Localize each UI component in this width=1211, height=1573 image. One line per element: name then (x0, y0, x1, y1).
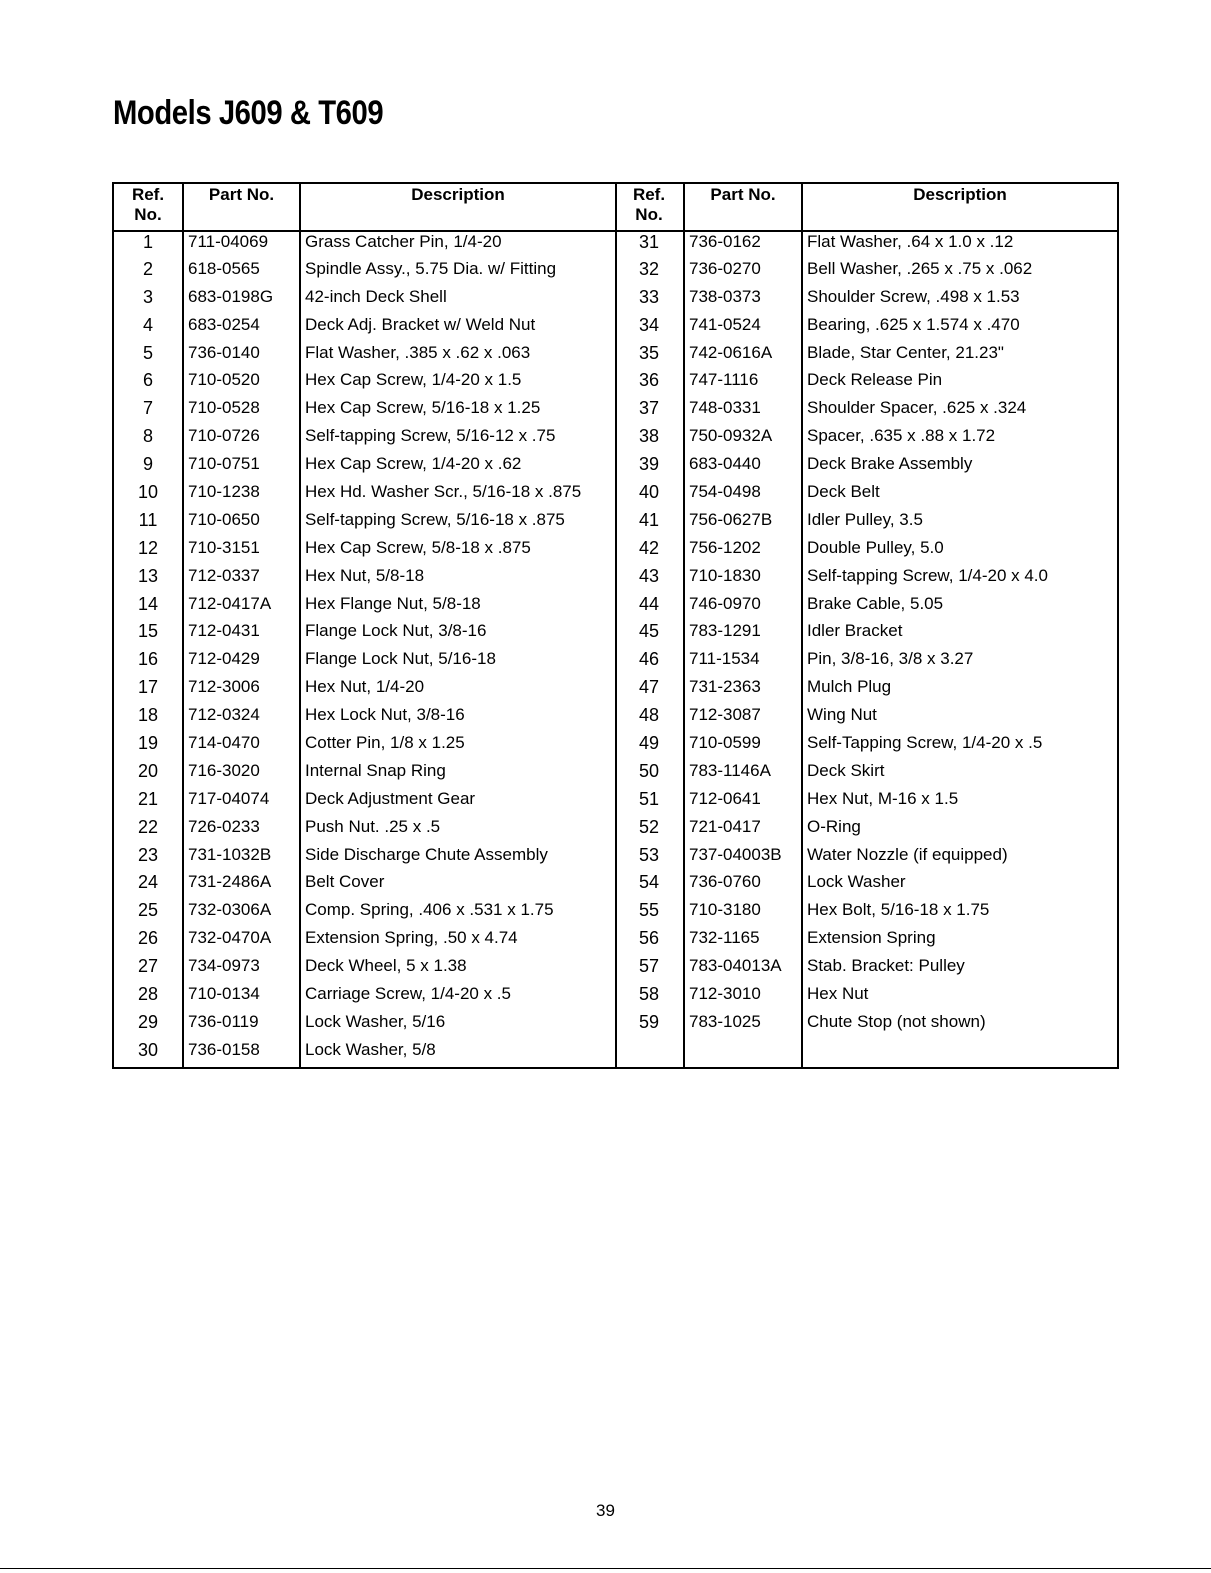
description-cell: Deck Skirt (802, 761, 1118, 789)
part-no-cell: 731-2363 (684, 677, 802, 705)
header-part-no: Part No. (684, 183, 802, 231)
description-cell: Deck Adj. Bracket w/ Weld Nut (300, 315, 616, 343)
part-no-cell: 710-0528 (183, 398, 300, 426)
part-no-cell: 748-0331 (684, 398, 802, 426)
description-cell: Comp. Spring, .406 x .531 x 1.75 (300, 900, 616, 928)
description-cell: Bell Washer, .265 x .75 x .062 (802, 259, 1118, 287)
part-no-cell: 712-3010 (684, 984, 802, 1012)
description-cell: Mulch Plug (802, 677, 1118, 705)
ref-cell: 38 (638, 426, 660, 447)
ref-cell: 43 (638, 565, 660, 586)
ref-cell: 55 (638, 900, 660, 921)
table-row (113, 287, 616, 315)
part-no-cell: 734-0973 (183, 956, 300, 984)
description-cell: Pin, 3/8-16, 3/8 x 3.27 (802, 649, 1118, 677)
parts-table-right-body (615, 231, 1118, 1068)
ref-cell: 57 (638, 956, 660, 977)
ref-cell: 58 (638, 984, 660, 1005)
description-cell: Extension Spring, .50 x 4.74 (300, 928, 616, 956)
table-row (113, 928, 616, 956)
part-no-cell: 711-1534 (684, 649, 802, 677)
header-ref (615, 183, 684, 231)
description-cell: Grass Catcher Pin, 1/4-20 (300, 231, 616, 259)
part-no-cell: 783-1146A (684, 761, 802, 789)
table-row (615, 649, 1118, 677)
header-ref (113, 183, 183, 231)
description-cell: Hex Nut, M-16 x 1.5 (802, 789, 1118, 817)
page-title: Models J609 & T609 (113, 94, 384, 132)
part-no-cell: 756-1202 (684, 538, 802, 566)
ref-cell: 32 (638, 258, 660, 279)
part-no-cell: 736-0158 (183, 1040, 300, 1068)
table-row (615, 370, 1118, 398)
description-cell: Belt Cover (300, 872, 616, 900)
table-row (113, 594, 616, 622)
part-no-cell (684, 1040, 802, 1068)
description-cell: Lock Washer (802, 872, 1118, 900)
part-no-cell: 712-0324 (183, 705, 300, 733)
ref-cell: 7 (142, 398, 153, 419)
ref-cell: 44 (638, 593, 660, 614)
table-row (113, 677, 616, 705)
ref-cell: 17 (137, 677, 159, 698)
ref-cell: 11 (138, 509, 158, 530)
description-cell: Lock Washer, 5/8 (300, 1040, 616, 1068)
table-row (113, 761, 616, 789)
description-cell: Extension Spring (802, 928, 1118, 956)
table-row (615, 1012, 1118, 1040)
ref-cell: 52 (638, 816, 660, 837)
table-row (113, 789, 616, 817)
table-row (113, 845, 616, 873)
part-no-cell: 736-0270 (684, 259, 802, 287)
parts-table-left (112, 182, 617, 1069)
table-row (113, 705, 616, 733)
part-no-cell: 710-0726 (183, 426, 300, 454)
part-no-cell: 712-3087 (684, 705, 802, 733)
table-row (615, 900, 1118, 928)
part-no-cell: 783-1025 (684, 1012, 802, 1040)
table-row (615, 566, 1118, 594)
description-cell: Hex Cap Screw, 1/4-20 x .62 (300, 454, 616, 482)
part-no-cell: 738-0373 (684, 287, 802, 315)
part-no-cell: 710-0650 (183, 510, 300, 538)
header-description: Description (300, 183, 616, 231)
ref-cell: 9 (142, 454, 153, 475)
description-cell: Hex Flange Nut, 5/8-18 (300, 594, 616, 622)
description-cell: Hex Cap Screw, 5/8-18 x .875 (300, 538, 616, 566)
part-no-cell: 731-2486A (183, 872, 300, 900)
description-cell: Deck Wheel, 5 x 1.38 (300, 956, 616, 984)
table-row (113, 956, 616, 984)
description-cell: Spacer, .635 x .88 x 1.72 (802, 426, 1118, 454)
part-no-cell: 783-1291 (684, 621, 802, 649)
part-no-cell: 742-0616A (684, 343, 802, 371)
ref-cell (615, 1040, 684, 1068)
table-row (113, 315, 616, 343)
description-cell: Flange Lock Nut, 5/16-18 (300, 649, 616, 677)
description-cell (802, 1040, 1118, 1068)
ref-cell: 23 (137, 844, 159, 865)
table-row (615, 984, 1118, 1012)
table-row (615, 733, 1118, 761)
part-no-cell: 732-1165 (684, 928, 802, 956)
description-cell: Hex Lock Nut, 3/8-16 (300, 705, 616, 733)
ref-cell: 41 (638, 509, 660, 530)
ref-cell: 24 (137, 872, 159, 893)
table-row (113, 1012, 616, 1040)
description-cell: O-Ring (802, 817, 1118, 845)
ref-cell: 34 (638, 314, 660, 335)
part-no-cell: 710-1238 (183, 482, 300, 510)
description-cell: Deck Brake Assembly (802, 454, 1118, 482)
table-header-row (113, 183, 616, 231)
part-no-cell: 737-04003B (684, 845, 802, 873)
page-number: 39 (596, 1501, 615, 1520)
part-no-cell: 736-0119 (183, 1012, 300, 1040)
part-no-cell: 710-1830 (684, 566, 802, 594)
description-cell: Flange Lock Nut, 3/8-16 (300, 621, 616, 649)
description-cell: Hex Nut, 5/8-18 (300, 566, 616, 594)
part-no-cell: 683-0440 (684, 454, 802, 482)
description-cell: Deck Belt (802, 482, 1118, 510)
description-cell: Idler Pulley, 3.5 (802, 510, 1118, 538)
description-cell: Wing Nut (802, 705, 1118, 733)
ref-cell: 26 (137, 928, 159, 949)
ref-cell: 21 (137, 788, 159, 809)
table-row (113, 733, 616, 761)
part-no-cell: 710-0751 (183, 454, 300, 482)
bottom-rule (0, 1568, 1211, 1569)
description-cell: Carriage Screw, 1/4-20 x .5 (300, 984, 616, 1012)
part-no-cell: 736-0162 (684, 231, 802, 259)
table-row (615, 845, 1118, 873)
part-no-cell: 710-0599 (684, 733, 802, 761)
table-row (615, 287, 1118, 315)
table-row (615, 259, 1118, 287)
part-no-cell: 732-0306A (183, 900, 300, 928)
table-row (615, 761, 1118, 789)
table-row (113, 1040, 616, 1068)
table-row (615, 621, 1118, 649)
part-no-cell: 712-0337 (183, 566, 300, 594)
part-no-cell: 710-3180 (684, 900, 802, 928)
description-cell: Brake Cable, 5.05 (802, 594, 1118, 622)
table-row (615, 315, 1118, 343)
ref-cell: 31 (638, 232, 660, 252)
description-cell: Idler Bracket (802, 621, 1118, 649)
table-row (615, 677, 1118, 705)
part-no-cell: 712-0429 (183, 649, 300, 677)
part-no-cell: 716-3020 (183, 761, 300, 789)
table-row (113, 510, 616, 538)
ref-cell: 8 (142, 426, 153, 447)
description-cell: Self-Tapping Screw, 1/4-20 x .5 (802, 733, 1118, 761)
table-row (615, 343, 1118, 371)
description-cell: Internal Snap Ring (300, 761, 616, 789)
description-cell: Flat Washer, .64 x 1.0 x .12 (802, 231, 1118, 259)
description-cell: Lock Washer, 5/16 (300, 1012, 616, 1040)
part-no-cell: 711-04069 (183, 231, 300, 259)
ref-cell: 36 (638, 370, 660, 391)
table-row (615, 454, 1118, 482)
header-description: Description (802, 183, 1118, 231)
ref-cell: 15 (137, 621, 159, 642)
part-no-cell: 712-3006 (183, 677, 300, 705)
table-row (615, 789, 1118, 817)
description-cell: Stab. Bracket: Pulley (802, 956, 1118, 984)
ref-cell: 28 (137, 984, 159, 1005)
table-row (113, 343, 616, 371)
table-row (113, 426, 616, 454)
table-row (615, 231, 1118, 259)
part-no-cell: 721-0417 (684, 817, 802, 845)
description-cell: Self-tapping Screw, 5/16-18 x .875 (300, 510, 616, 538)
part-no-cell: 712-0431 (183, 621, 300, 649)
ref-cell: 47 (638, 677, 660, 698)
table-row (615, 538, 1118, 566)
ref-cell: 33 (638, 286, 660, 307)
description-cell: Spindle Assy., 5.75 Dia. w/ Fitting (300, 259, 616, 287)
ref-cell: 42 (638, 537, 660, 558)
description-cell: Shoulder Screw, .498 x 1.53 (802, 287, 1118, 315)
ref-cell: 16 (137, 649, 159, 670)
ref-cell: 51 (638, 788, 660, 809)
ref-cell: 20 (137, 760, 159, 781)
table-row (615, 928, 1118, 956)
ref-cell: 25 (137, 900, 159, 921)
table-row (113, 259, 616, 287)
part-no-cell: 756-0627B (684, 510, 802, 538)
description-cell: Side Discharge Chute Assembly (300, 845, 616, 873)
header-ref-line1: Ref. (131, 185, 165, 204)
ref-cell: 1 (142, 232, 153, 252)
part-no-cell: 710-3151 (183, 538, 300, 566)
table-row (113, 817, 616, 845)
table-row (113, 398, 616, 426)
ref-cell: 6 (142, 370, 153, 391)
ref-cell: 30 (137, 1039, 159, 1060)
table-header-row (615, 183, 1118, 231)
table-row (615, 1040, 1118, 1068)
ref-cell: 35 (638, 342, 660, 363)
description-cell: Deck Release Pin (802, 370, 1118, 398)
ref-cell: 14 (137, 593, 159, 614)
description-cell: Shoulder Spacer, .625 x .324 (802, 398, 1118, 426)
table-row (615, 956, 1118, 984)
part-no-cell: 746-0970 (684, 594, 802, 622)
ref-cell: 59 (638, 1011, 660, 1032)
table-row (113, 482, 616, 510)
part-no-cell: 736-0760 (684, 872, 802, 900)
part-no-cell: 726-0233 (183, 817, 300, 845)
header-part-no: Part No. (183, 183, 300, 231)
description-cell: Self-tapping Screw, 1/4-20 x 4.0 (802, 566, 1118, 594)
ref-cell: 40 (638, 482, 660, 503)
ref-cell: 50 (638, 760, 660, 781)
table-row (113, 370, 616, 398)
description-cell: Hex Nut (802, 984, 1118, 1012)
parts-table-left-body (113, 231, 616, 1068)
description-cell: Bearing, .625 x 1.574 x .470 (802, 315, 1118, 343)
description-cell: Blade, Star Center, 21.23" (802, 343, 1118, 371)
ref-cell: 27 (137, 956, 159, 977)
part-no-cell: 731-1032B (183, 845, 300, 873)
table-row (113, 538, 616, 566)
description-cell: 42-inch Deck Shell (300, 287, 616, 315)
part-no-cell: 683-0254 (183, 315, 300, 343)
ref-cell: 5 (142, 342, 153, 363)
ref-cell: 22 (137, 816, 159, 837)
table-row (615, 482, 1118, 510)
table-row (615, 398, 1118, 426)
ref-cell: 49 (638, 733, 660, 754)
part-no-cell: 683-0198G (183, 287, 300, 315)
description-cell: Push Nut. .25 x .5 (300, 817, 616, 845)
ref-cell: 2 (142, 258, 153, 279)
part-no-cell: 750-0932A (684, 426, 802, 454)
description-cell: Deck Adjustment Gear (300, 789, 616, 817)
ref-cell: 13 (137, 565, 159, 586)
part-no-cell: 754-0498 (684, 482, 802, 510)
ref-cell: 54 (638, 872, 660, 893)
part-no-cell: 732-0470A (183, 928, 300, 956)
part-no-cell: 741-0524 (684, 315, 802, 343)
header-ref-line1: Ref. (632, 185, 666, 204)
part-no-cell: 736-0140 (183, 343, 300, 371)
ref-cell: 4 (142, 314, 153, 335)
part-no-cell: 783-04013A (684, 956, 802, 984)
part-no-cell: 712-0417A (183, 594, 300, 622)
table-row (615, 705, 1118, 733)
ref-cell: 12 (137, 537, 159, 558)
ref-cell: 3 (142, 286, 153, 307)
description-cell: Hex Nut, 1/4-20 (300, 677, 616, 705)
description-cell: Double Pulley, 5.0 (802, 538, 1118, 566)
part-no-cell: 747-1116 (684, 370, 802, 398)
table-row (113, 621, 616, 649)
header-ref-line2: No. (134, 205, 162, 224)
description-cell: Self-tapping Screw, 5/16-12 x .75 (300, 426, 616, 454)
ref-cell: 45 (638, 621, 660, 642)
table-row (113, 566, 616, 594)
description-cell: Chute Stop (not shown) (802, 1012, 1118, 1040)
table-row (615, 510, 1118, 538)
part-no-cell: 714-0470 (183, 733, 300, 761)
table-row (113, 984, 616, 1012)
ref-cell: 37 (638, 398, 660, 419)
parts-table-right (615, 182, 1119, 1069)
description-cell: Cotter Pin, 1/8 x 1.25 (300, 733, 616, 761)
part-no-cell: 710-0520 (183, 370, 300, 398)
ref-cell: 39 (638, 454, 660, 475)
ref-cell: 56 (638, 928, 660, 949)
ref-cell: 53 (638, 844, 660, 865)
ref-cell: 18 (137, 705, 159, 726)
part-no-cell: 712-0641 (684, 789, 802, 817)
part-no-cell: 618-0565 (183, 259, 300, 287)
description-cell: Hex Cap Screw, 1/4-20 x 1.5 (300, 370, 616, 398)
ref-cell: 10 (137, 482, 159, 503)
description-cell: Hex Hd. Washer Scr., 5/16-18 x .875 (300, 482, 616, 510)
table-row (113, 649, 616, 677)
table-row (113, 872, 616, 900)
ref-cell: 46 (638, 649, 660, 670)
table-row (615, 817, 1118, 845)
ref-cell: 29 (137, 1011, 159, 1032)
table-row (113, 231, 616, 259)
part-no-cell: 717-04074 (183, 789, 300, 817)
description-cell: Water Nozzle (if equipped) (802, 845, 1118, 873)
table-row (615, 872, 1118, 900)
ref-cell: 19 (137, 733, 159, 754)
ref-cell: 48 (638, 705, 660, 726)
table-row (113, 454, 616, 482)
header-ref-line2: No. (635, 205, 663, 224)
table-row (113, 900, 616, 928)
part-no-cell: 710-0134 (183, 984, 300, 1012)
table-row (615, 426, 1118, 454)
description-cell: Flat Washer, .385 x .62 x .063 (300, 343, 616, 371)
description-cell: Hex Bolt, 5/16-18 x 1.75 (802, 900, 1118, 928)
description-cell: Hex Cap Screw, 5/16-18 x 1.25 (300, 398, 616, 426)
table-row (615, 594, 1118, 622)
